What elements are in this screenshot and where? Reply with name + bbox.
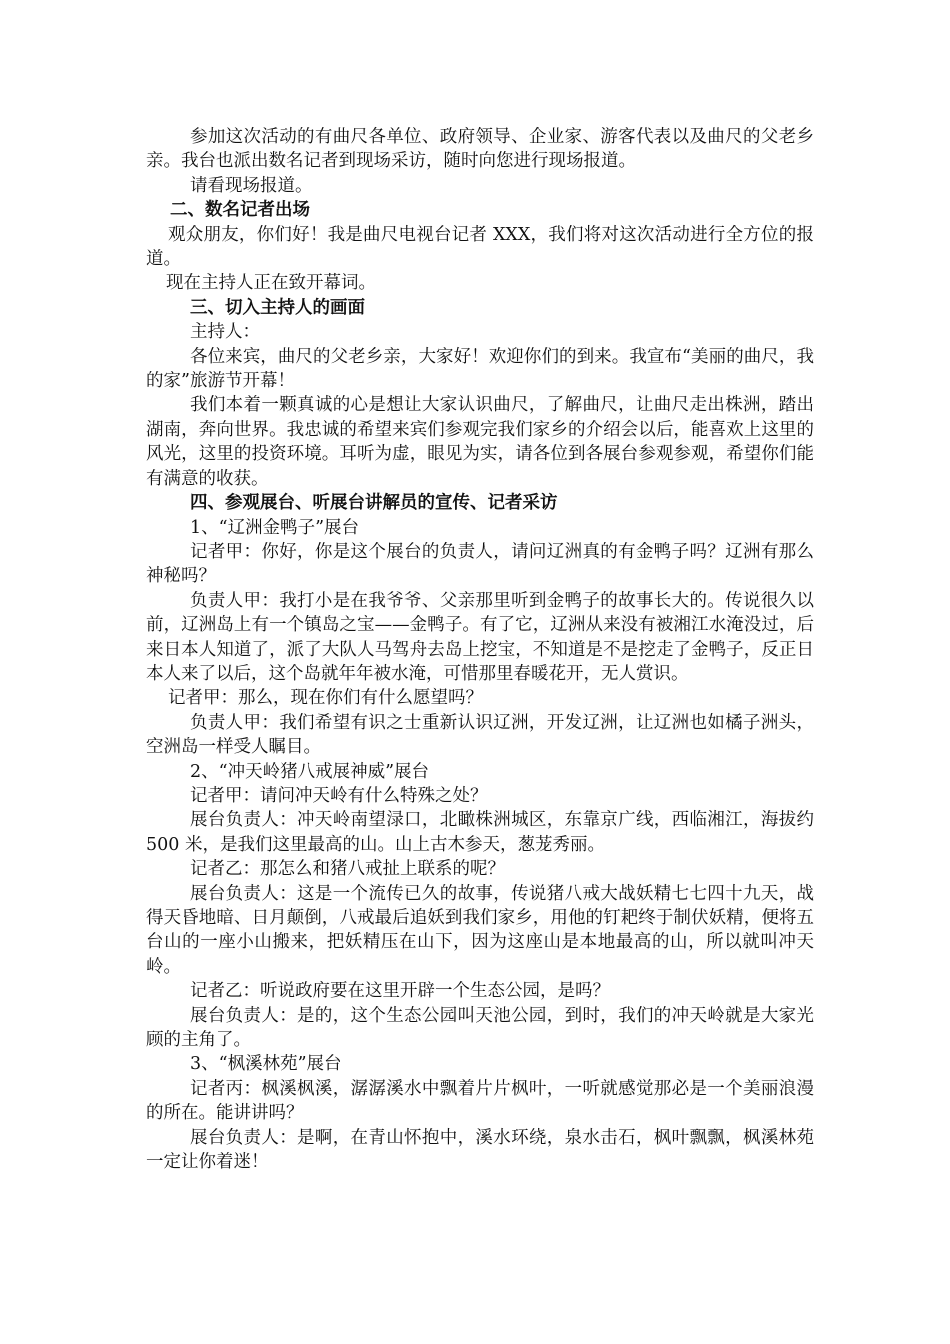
- paragraph: 我们本着一颗真诚的心是想让大家认识曲尺，了解曲尺，让曲尺走出株洲，踏出湖南，奔向世界。我忠诚的希望来宾们参观完我们家乡的介绍会以后，能喜欢上这里的风光，这里的投资环境。耳听为虚，眼见为实，请各位到各展台参观参观，希望你们能有满意的收获。: [146, 395, 814, 489]
- paragraph: 记者丙：枫溪枫溪，潺潺溪水中飘着片片枫叶，一听就感觉那必是一个美丽浪漫的所在。能讲讲吗？: [146, 1078, 814, 1124]
- paragraph: 各位来宾，曲尺的父老乡亲，大家好！欢迎你们的到来。我宣布“美丽的曲尺，我的家”旅游节开幕！: [146, 346, 814, 392]
- paragraph: 记者甲：那么，现在你们有什么愿望吗？: [168, 688, 483, 709]
- paragraph: 负责人甲：我打小是在我爷爷、父亲那里听到金鸭子的故事长大的。传说很久以前，辽洲岛上有一个镇岛之宝——金鸭子。有了它，辽洲从来没有被湘江水淹没过，后来日本人知道了，派了大队人马驾舟去岛上挖宝，不知道是不是挖走了金鸭子，反正日本人来了以后，这个岛就年年被水淹，可惜那里春暖花开，无人赏识。: [146, 590, 814, 684]
- paragraph: 记者乙：那怎么和猪八戒扯上联系的呢？: [190, 859, 505, 880]
- subsection-title: 2、“冲天岭猪八戒展神威”展台: [190, 761, 430, 782]
- paragraph: 记者乙：听说政府要在这里开辟一个生态公园，是吗？: [190, 981, 610, 1002]
- paragraph: 参加这次活动的有曲尺各单位、政府领导、企业家、游客代表以及曲尺的父老乡亲。我台也派出数名记者到现场采访，随时向您进行现场报道。: [146, 127, 814, 172]
- paragraph: 记者甲：你好，你是这个展台的负责人，请问辽洲真的有金鸭子吗？辽洲有那么神秘吗？: [146, 541, 814, 587]
- paragraph: 展台负责人：这是一个流传已久的故事，传说猪八戒大战妖精七七四十九天，战得天昏地暗、日月颠倒，八戒最后追妖到我们家乡，用他的钉耙终于制伏妖精，便将五台山的一座小山搬来，把妖精压在山下，因为这座山是本地最高的山，所以就叫冲天岭。: [146, 883, 814, 977]
- document-body: [146, 125, 814, 1174]
- subsection-title: 3、“枫溪林苑”展台: [190, 1054, 342, 1075]
- paragraph: 记者甲：请问冲天岭有什么特殊之处？: [190, 785, 488, 806]
- paragraph: 展台负责人：是的，这个生态公园叫天池公园，到时，我们的冲天岭就是大家光顾的主角了。: [146, 1005, 814, 1051]
- paragraph: 现在主持人正在致开幕词。: [166, 273, 376, 294]
- paragraph: 观众朋友，你们好！我是曲尺电视台记者 XXX，我们将对这次活动进行全方位的报道。: [146, 224, 814, 270]
- paragraph: 展台负责人：是啊，在青山怀抱中，溪水环绕，泉水击石，枫叶飘飘，枫溪林苑一定让你着迷！: [146, 1127, 814, 1173]
- paragraph: 主持人：: [190, 322, 260, 343]
- paragraph: 请看现场报道。: [190, 175, 313, 196]
- paragraph: 展台负责人：冲天岭南望渌口，北瞰株洲城区，东靠京广线，西临湘江，海拔约 500 米，是我们这里最高的山。山上古木参天，葱茏秀丽。: [146, 810, 814, 855]
- section-heading: 三、切入主持人的画面: [190, 297, 365, 318]
- section-heading: 二、数名记者出场: [170, 200, 310, 221]
- subsection-title: 1、“辽洲金鸭子”展台: [190, 517, 360, 538]
- section-heading: 四、参观展台、听展台讲解员的宣传、记者采访: [190, 493, 558, 514]
- paragraph: 负责人甲：我们希望有识之士重新认识辽洲，开发辽洲，让辽洲也如橘子洲头，空洲岛一样受人瞩目。: [146, 712, 814, 758]
